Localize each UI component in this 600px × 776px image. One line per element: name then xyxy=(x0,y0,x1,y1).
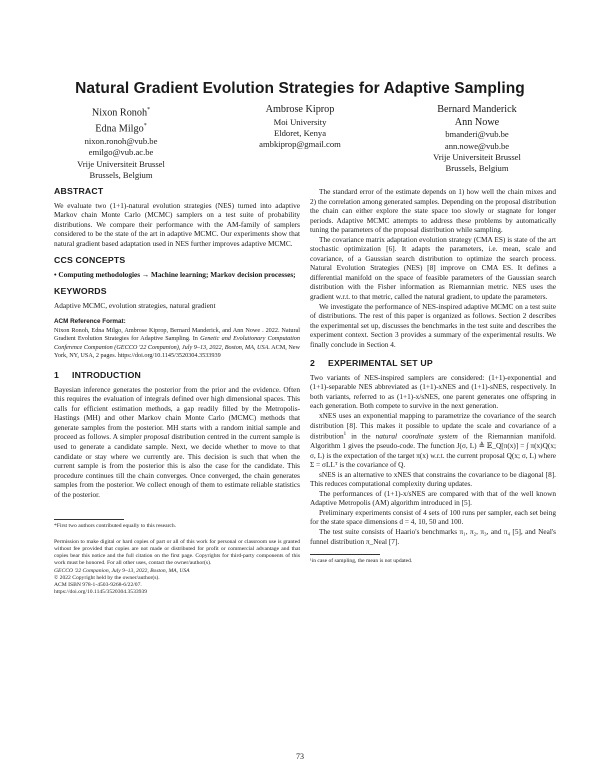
body-paragraph: The covariance matrix adaptation evolution strategy (CMA ES) is state of the art stochastic optimization [6]. It adapts the parameters, i.e. mean, scale and covariance, of a Gaussian search distribution to optimize the search process. Natural Evolution Strategies (NES) [8] improve on CMA ES. It defines a differential manifold on the space of feasible parameters of the Gaussian search distribution with the Fisher information as Riemannian metric. NES uses the gradient w.r.t. to that metric, called the natural gradient, to update the parameters. xyxy=(310,234,556,302)
author-name: Nixon Ronoh xyxy=(91,107,148,119)
body-paragraph: Preliminary experiments consist of 4 sets of 100 runs per sampler, each set being for the state space dimensions d = 4, 10, 50 and 100. xyxy=(310,507,556,527)
body-paragraph: The test suite consists of Haario's benchmarks π₁, π₂, π₃, and π₄ [5], and Neal's funnel distribution π_Neal [7]. xyxy=(310,527,556,546)
page-number: 73 xyxy=(296,752,304,761)
author-affiliation: Vrije Universiteit Brussel xyxy=(433,152,521,162)
author-location: Brussels, Belgium xyxy=(89,170,153,181)
author-email: nixon.ronoh@vub.be xyxy=(84,135,158,146)
keywords-heading: KEYWORDS xyxy=(54,286,107,297)
equal-contribution-mark: * xyxy=(143,122,147,129)
author-email: ambkiprop@gmail.com xyxy=(259,139,341,150)
body-paragraph: Two variants of NES-inspired samplers are considered: (1+1)-exponential and (1+1)-separable NES abbreviated as (1+1)-xNES and (1+1)-sNES, respectively. In both variants, referred to as (1+1)-x/sNES, one parent generates one offspring in each generation. Both compete to survive in the next generation. xyxy=(310,372,556,411)
abstract-heading: ABSTRACT xyxy=(54,186,104,196)
author-column-3 xyxy=(402,104,552,175)
keywords-text: Adaptive MCMC, evolution strategies, natural gradient xyxy=(54,300,216,310)
body-paragraph: xNES uses an exponential mapping to parametrize the covariance of the search distribution [8]. This makes it possible to update the scale and covariance of a distribution$^1$ in the natural coordinate system of the Riemannian manifold. Algorithm 1 gives the pseudo-code. The function J(σ, L) ≜ 𝔼_Q[π(x)] = ∫ π(x)Q(x; σ, L) is the expectation of the target π(x) w.r.t. the current proposal Q(x; σ, L) where Σ = σLLᵀ is the covariance of Q. xyxy=(310,411,556,470)
body-paragraph: The standard error of the estimate depends on 1) how well the chain mixes and 2) the correlation among generated samples. Depending on the proposal distribution the chain can either explore the state space too slowly or stagnate for longer periods. Adaptive MCMC attempts to address these problems by automatically tuning the parameters of the proposal distribution while sampling. xyxy=(310,187,556,235)
acm-reference-heading: ACM Reference Format: xyxy=(54,318,126,326)
footnote-equal-contribution: *First two authors contributed equally to this research. xyxy=(54,523,177,530)
author-block xyxy=(40,104,560,184)
author-column-2 xyxy=(225,104,375,151)
body-paragraph: We investigate the performance of NES-inspired adaptive MCMC on a test suite of distributions. The rest of this paper is organized as follows. Section 2 describes the experimental set up, discusses the benchmarks in the test suite and describes the experiment context. Section 3 provides a summary of the experimental results. We finally conclude in Section 4. xyxy=(310,301,556,349)
author-email: emilgo@vub.ac.be xyxy=(88,147,154,158)
body-paragraph: The performances of (1+1)-x/sNES are compared with that of the well known Adaptive Metropolis (AM) algorithm introduced in [5]. xyxy=(310,488,556,508)
author-affiliation: Vrije Universiteit Brussel xyxy=(77,158,165,169)
footnote-rule xyxy=(54,519,124,520)
paper-title: Natural Gradient Evolution Strategies for Adaptive Sampling xyxy=(75,80,525,97)
permission-block: Permission to make digital or hard copies of part or all of this work for personal or classroom use is granted without fee provided that copies are not made or distributed for profit or commercial advantage and that copies bear this notice and the full citation on the first page. Copyrights for third-party components of this work must be honored. For all other uses, contact the owner/author(s). GECCO '22 Companion, July 9–13, 2022, Boston, MA, USA © 2022 Copyright held by the owner/author(s). ACM ISBN 978-1-4503-9268-6/22/07. https://doi.org/10.1145/3520304.3533939 xyxy=(54,538,300,596)
setup-heading: 2 EXPERIMENTAL SET UP xyxy=(310,358,433,369)
ccs-text: • Computing methodologies → Machine learning; Markov decision processes; xyxy=(54,269,296,279)
right-column xyxy=(310,187,556,566)
left-column xyxy=(54,187,300,597)
footnote-rule xyxy=(310,554,380,555)
author-email: ann.nowe@vub.be xyxy=(444,140,510,151)
acm-reference-text: Nixon Ronoh, Edna Milgo, Ambrose Kiprop, Bernard Manderick, and Ann Nowe . 2022. Natural Gradient Evolution Strategies for Adaptive Sampling. In Genetic and Evolutionary Computation Conference Companion (GECCO '22 Companion), July 9–13, 2022, Boston, MA, USA. ACM, New York, NY, USA, 2 pages. https://doi.org/10.1145/3520304.3533939 xyxy=(54,327,301,359)
author-email: bmanderi@vub.be xyxy=(445,129,509,140)
author-name: Edna Milgo xyxy=(95,123,144,135)
footnote-sampling: ¹in case of sampling, the mean is not updated. xyxy=(310,558,413,565)
equal-contribution-mark: * xyxy=(147,107,151,113)
author-name: Bernard Manderick xyxy=(437,104,517,115)
author-location: Eldoret, Kenya xyxy=(273,128,327,138)
ccs-heading: CCS CONCEPTS xyxy=(54,255,126,266)
author-column-1 xyxy=(46,104,196,182)
intro-heading: 1 INTRODUCTION xyxy=(54,370,141,381)
author-name: Ann Nowe xyxy=(454,116,500,128)
abstract-text: We evaluate two (1+1)-natural evolution strategies (NES) turned into adaptive Markov chain Monte Carlo (MCMC) samplers on a test suite of probability distributions. We compare their performance with the AM-family of samplers considered to be the state of the art in adaptive MCMC. Our experiments show that natural gradient based adaptation used in NES further improves adaptive MCMC. xyxy=(54,200,300,248)
author-affiliation: Moi University xyxy=(273,116,327,127)
author-name: Ambrose Kiprop xyxy=(265,104,335,115)
intro-paragraph: Bayesian inference generates the posterior from the prior and the evidence. Often this requires the evaluation of integrals defined over high dimensional spaces. This calls for efficient estimation methods, a gap readily filled by the Metropolis-Hastings (MH) and other Markov chain Monte Carlo (MCMC) methods that generate samples from the posterior. MH starts with a random initial sample and proceed as follows. A simpler proposal distribution centred in the current sample is used to generate a candidate sample. Next, we decide whether to move to that candidate or stay where we currently are. This decision is such that when the current sample is from the posterior this is also the case for the candidate. This procedure continues till the chain converges. Once converged, the chain generates samples from the posterior. We collect enough of them to estimate reliable statistics of the posterior. xyxy=(54,384,300,499)
body-paragraph: sNES is an alternative to xNES that constrains the covariance to be diagonal [8]. This reduces computational complexity during updates. xyxy=(310,469,556,489)
author-location: Brussels, Belgium xyxy=(445,163,509,174)
